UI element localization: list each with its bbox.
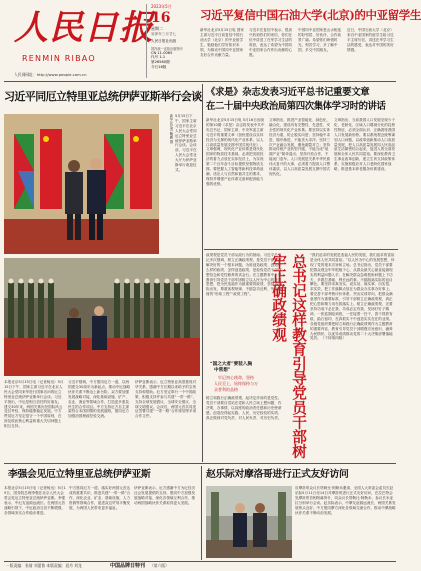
commentary-quote-3: 牢记初心使命，坚持 [218,375,254,380]
left-story-col-1: 本报北京5月15日电（记者杨迅）5月15日下午，国家主席习近平在北京人民大会堂同来华进行国事访问的厄立特里亚总统伊萨亚斯举行会谈。习近平指出，中厄是相互信任的好朋友。建交30年来，两国关系历经国际风云变幻考验，保持健康稳定发展。中方赞赏厄方坚定恪守一个中国原则，在涉及彼此核心利益和重大关切问题上相互支持。 [4,380,64,429]
commentary-vertical-title: 总书记这样教育引导党员干部树牢正确政绩观 [270,254,307,459]
footer-editors: 一版责编：张倩 刘蕾鲁 本版责编：聂丹 刘龙 [6,563,82,568]
top-story-body-4: 近日，中国石油大学（北京）来自中亚国家的留学生给习近平主席写信，讲述在华学习生活的感受，表达对中国的美好情感。 [347,28,394,52]
newspaper-logo: 人民日报 [14,8,154,48]
logo-pinyin: RENMIN RIBAO [22,54,96,63]
qiushi-col-1: 新华社北京5月15日电 5月16日出版的第10期《求是》杂志将发表中共中央总书记、国家主席、中央军委主席习近平的重要文章《加快建设以实体经济为支撑的现代化产业体系，以人口高质量发展支撑中国式现代化》。文章强调，现代化产业体系是现代化国家的物质技术基础，必须把发展经济的着力点放在实体经济上，为实现第二个百年奋斗目标提供坚强物质支撑。要把握人工智能等新科技革命浪潮，适应人与自然和谐共生的要求，保持并增强产业体系完备和配套能力强的优势。 [206,118,265,186]
footer-special-issue: 中国品牌日特刊 [110,563,146,569]
commentary-quote-5: 众普利的品格 [214,387,238,392]
cn-number: CN 11-0065 [151,51,173,55]
qiushi-headline-2: 在二十届中央政治局第四次集体学习时的讲话 [206,101,386,112]
meeting-photo [4,114,159,254]
left-story-headline: 习近平同厄立特里亚总统伊萨亚斯举行会谈 [4,90,202,103]
top-story-headline: 习近平复信中国石油大学(北京)的中亚留学生 [200,8,421,22]
weekday: 星期二 [151,26,163,31]
commentary-col-2: “我们追求的发展是造福人民的发展，我们追求的富裕是全体人民共同富裕。”以人民为中心的发展思想，体现了党的根本宗旨和立场。总书记指出，党员干部要把群众观念牢牢根植于心，从群众最关心最直接最现实的利益问题入手，在解决群众急难愁盼问题上下功夫，多做打基础、利长远的事，不搞脱离实际的盲目攀比。要坚持求真务实，说实话、谋实事、出实招、求实效，把工作落脚点放在为群众办实事办好事上。要完善干部考核评价体系，突出实绩导向，把群众满意度作为重要标准，引导干部树立正确政绩观，真正把心思和精力用在抓落实上。树立正确政绩观，还要坚持功成不必在我、功成必定有我，发扬钉钉子精神，一张蓝图绘到底，一任接着一任干，善于抓铁有痕、踏石留印，在真抓实干中创造实实在在的业绩。各级党组织要把树立和践行正确政绩观作为主题教育的重要内容，教育引导党员干部增强宗旨意识，涵养为民情怀，以优异成绩推动党的二十大决策部署落地见效。（下转第四版） [310,253,395,341]
photo-caption: 5月15日下午，国家主席习近平在北京人民大会堂同厄立特里亚总统伊萨亚斯举行会谈。会谈前，习近平在人民大会堂北大厅为伊萨亚斯举行欢迎仪式。 [175,114,197,172]
publisher: 人民日报社出版 [151,39,177,43]
left-story-col-2: 习近平强调，中方愿同厄方一道，以两国建交30周年为新起点，推动中厄战略伙伴关系不断迈上新台阶。双方要加强发展战略对接，深化基础设施、矿产、农业、渔业等领域合作，打造更多惠及民生的合作项目。中方支持厄方自主探索符合本国国情的发展道路，愿同厄方加强治国理政经验交流。 [68,380,131,419]
commentary-quote-2: 中常想” [214,368,231,373]
honor-guard-photo [4,258,200,376]
commentary-col-1: 政绩观是党员干部从政行为的指南。习近平总书记多次强调，树立正确政绩观，是党员干部必须解决好的一个根本问题。为谁创造政绩、创造什么样的政绩、怎样创造政绩，是检验党员干部理想信念和党性修养的试金石。在主题教育中，要教育引导党员干部牢固树立以人民为中心的发展思想，把为民造福作为最重要的政绩，坚持从实际出发，尊重客观规律，不搞急功近利、劳民伤财的“形象工程”“政绩工程”。 [206,253,282,297]
postal-code: 代号 1-1 [151,55,166,59]
top-story-body-1: 新华社北京5月15日电 国家主席习近平日前复信中国石油大学（北京）的中亚留学生，勉励他们学好知识本领，为推动中国同中亚国家友好合作贡献力量。 [200,28,244,57]
cn-label: 国内统一连续出版物号 [151,47,183,51]
commentary-col-1b: 树立和践行正确政绩观，起决定作用的是党性。党员干部要自觉站在党和人民立场上想问题、作决策、办事情，以高度的政治责任感和历史使命感，创造经得起实践、人民、历史检验的实绩，真正做到对党负责、对人民负责、对历史负责。 [206,396,282,420]
qiushi-col-2: 文章指出，推进产业智能化、绿色化、融合化，建设具有完整性、先进性、安全性的现代化产业体系。要坚持以实体经济为重，防止脱实向虚；坚持稳中求进、循序渐进，不能贪大求洋；坚持三次产业融合发展，避免割裂对立；坚持推动传统产业转型升级，不能当成“低端产业”简单退出；坚持开放合作，不能闭门造车。人口发展是关系中华民族伟大复兴的大事，必须着力提高人口整体素质，以人口高质量发展支撑中国式现代化。 [269,118,331,176]
bottom-right-headline: 赵乐际对摩洛哥进行正式友好访问 [206,469,349,480]
flag-china-2 [130,129,152,209]
footer-rule [4,561,396,562]
lunar-date: 癸卯年三月廿七 [151,32,177,36]
page-count: 今日16版 [151,65,167,69]
footer-page-ref: （第六版） [150,563,169,568]
bottom-left-col-1: 本报北京5月15日电（记者杨迅）5月15日，国务院总理李强在北京人民大会堂会见厄立特里亚总统伊萨亚斯。李强表示，中厄友谊源远流长。在两国元首战略引领下，中厄政治互信不断增强，各领域务实合作稳步推进。 [4,486,66,515]
photo-caption-vertical: 新华社记者 鞠鹏 摄 [169,114,173,144]
column-divider [202,84,203,462]
morocco-visit-photo [206,486,292,558]
flag-eritrea-1 [14,134,34,209]
qiushi-headline-1: 《求是》杂志发表习近平总书记重要文章 [206,87,370,98]
bottom-left-col-2: 中方愿同厄方一道，落实好两国元首达成的重要共识，推进共建“一带一路”合作，深化农业、矿业、基础设施、人力资源等领域合作，促进双边贸易平衡发展，为两国人民带来更多福祉。 [69,486,131,510]
commentary-quote-4: 人民至上，始终保持与万 [214,381,258,386]
top-rule [4,81,396,82]
commentary-quote-1: “国之大者”要装入胸 [210,362,253,367]
flag-china-1 [40,129,62,209]
flag-eritrea-2 [104,134,124,209]
top-story-body-3: 中国同中亚国家是山水相连的好邻居、好伙伴，合作前景广阔。希望你们珍惜时光，刻苦学习，多了解中国，多交中国朋友。 [298,28,342,52]
date-box [146,4,199,78]
website-url: 人民网网址：http://www.people.com.cn [14,72,87,77]
bottom-left-headline: 李强会见厄立特里亚总统伊萨亚斯 [8,469,151,480]
bottom-rule [4,463,396,464]
bottom-right-body: 应摩洛哥众议长塔勒比·阿勒米邀请，全国人大常委会委员长赵乐际5月11日至14日对摩洛哥进行正式友好访问，在拉巴特会见摩洛哥首相阿赫努什，同众议长塔勒比·阿勒米、参议长米亚拉分别举行会谈。赵乐际表示，中摩友谊源远流长，两国关系发展势头良好。中方愿同摩方深化各领域交流合作，推动中摩战略伙伴关系不断向前发展。 [295,486,396,515]
bottom-divider [201,466,202,560]
bottom-left-col-3: 伊萨亚斯表示，厄方感谢中方为厄经济社会发展提供的支持，愿同中方加强发展战略对接，深化各领域互利合作，推动两国战略伙伴关系取得更大发展。 [134,486,196,505]
qiushi-col-3: 文章指出，当前我国人口发展呈现少子化、老龄化、区域人口增减分化的趋势性特征，必须全面认识、正确看待我国人口发展新形势。要以系统观念统筹谋划人口问题，以改革创新推动人口高质量发展，把人口高质量发展同人民高品质生活紧密结合起来，促进人的全面发展和全体人民共同富裕。要深化教育卫生事业改革创新，建立生育支持政策体系，实施积极应对人口老龄化国家战略，推进基本养老服务体系建设。 [334,118,396,172]
date-year-month: 2023年5月 [151,4,172,9]
issue-number: 第26560期 [151,60,170,64]
date-day: 16 [151,10,171,26]
top-story-body-2: 习近平在复信中表示，很高兴收到你们的来信，你们在信中讲述了在华学习生活的收获，表达了希望为中国同中亚国家合作作出贡献的心愿。 [249,28,293,57]
mid-right-rule [204,249,398,250]
left-story-col-3: 伊萨亚斯表示，厄立特里亚高度重视对华关系，感谢中方长期以来给予的宝贵支持和帮助。厄方坚定奉行一个中国政策，积极支持并参与共建“一带一路”，支持全球发展倡议、全球安全倡议、全球文明倡议。会谈后，两国元首共同见证签署共建“一带一路”合作规划等多项合作文件。 [135,380,197,419]
